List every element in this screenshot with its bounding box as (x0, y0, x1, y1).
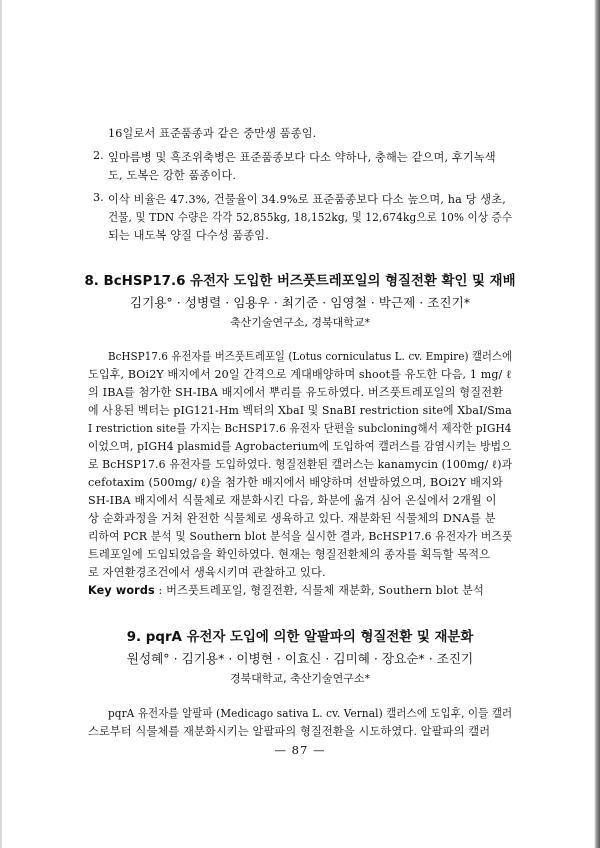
list-item-line: 건물, 및 TDN 수량은 각각 52,855kg, 18,152kg, 및 12,674kg으로 10% 이상 증수 (108, 211, 513, 224)
author-list: 원성혜° · 김기용* · 이병현 · 이효신 · 김미혜 · 장요순* · 조진기 (126, 651, 474, 666)
body-line: 리하여 PCR 분석 및 Southern blot 분석을 실시한 결과, BcHSP17.6 유전자가 버즈풋 (88, 530, 513, 543)
affiliation: 축산기술연구소, 경북대학교* (229, 316, 370, 329)
body-line: SH-IBA 배지에서 식물체로 재분화시킨 다음, 화분에 옮겨 심어 온실에서 2개월 이 (88, 494, 497, 507)
body-line: cefotaxim (500mg/ ℓ)을 첨가한 배지에서 배양하며 선발하였으며, BOi2Y 배지와 (88, 476, 503, 489)
body-line: 도입후, BOi2Y 배지에서 20일 간격으로 계대배양하며 shoot를 유도한 다음, 1 mg/ ℓ (88, 368, 512, 381)
keywords-text: : 버즈풋트레포일, 형질전환, 식물체 재분화, Southern blot 분석 (158, 584, 484, 597)
section-title: 8. BcHSP17.6 유전자 도입한 버즈풋트레포일의 형질전환 확인 및 재배 (84, 274, 516, 289)
section-title: 9. pqrA 유전자 도입에 의한 알팔파의 형질전환 및 재분화 (126, 630, 474, 645)
list-item-line: 도, 도복은 강한 품종이다. (108, 169, 237, 182)
body-line: pqrA 유전자를 알팔파 (Medicago sativa L. cv. Vernal) 캘러스에 도입후, 이들 캘러 (108, 707, 513, 720)
author-list: 김기용° · 성병렬 · 임용우 · 최기준 · 임영철 · 박근제 · 조진기* (129, 295, 471, 310)
body-line: 이었으며, pIGH4 plasmid를 Agrobacterium에 도입하여 캘러스를 감염시키는 방법으 (88, 440, 512, 453)
list-item-line: 잎마름병 및 흑조위축병은 표준품종보다 다소 약하나, 충해는 같으며, 후기녹색 (108, 151, 496, 164)
list-item-line: 이삭 비율은 47.3%, 건물율이 34.9%로 표준품종보다 다소 높으며, ha 당 생초, (108, 193, 506, 206)
body-line: 스로부터 식물체를 재분화시키는 알팔파의 형질전환을 시도하였다. 알팔파의 캘러 (88, 725, 491, 738)
page-number: — 87 — (274, 743, 326, 757)
body-line: BcHSP17.6 유전자를 버즈풋트레포일 (Lotus corniculatus L. cv. Empire) 캘러스에 (108, 350, 513, 363)
body-line: 의 IBA를 첨가한 SH-IBA 배지에서 뿌리를 유도하였다. 버즈풋트레포일의 형질전환 (88, 386, 504, 399)
body-line: 상 순화과정을 거쳐 완전한 식물체로 생육하고 있다. 재분화된 식물체의 DNA를 분 (88, 512, 496, 525)
body-line: Ⅰ restriction site를 가지는 BcHSP17.6 유전자 단편을 subcloning해서 제작한 pIGH4 (88, 422, 512, 435)
continuation-line: 16일로서 표준품종과 같은 중만생 품종임. (108, 127, 317, 140)
keywords-label: Key words (88, 584, 155, 597)
body-line: 로 자연환경조건에서 생육시키며 관찰하고 있다. (88, 566, 326, 579)
list-item-line: 되는 내도복 양질 다수성 품종임. (108, 229, 269, 242)
body-line: 트레포일에 도입되었음을 확인하였다. 현재는 형질전환체의 종자를 획득할 목적으 (88, 548, 491, 561)
affiliation: 경북대학교, 축산기술연구소* (229, 672, 370, 685)
page-edge-right (594, 0, 600, 848)
body-line: 에 사용된 벡터는 pIG121-Hm 벡터의 XbaⅠ 및 SnaBⅠ restriction site에 XbaⅠ/Sma (88, 404, 512, 417)
page-edge-left (0, 0, 2, 848)
list-number: 3. (93, 191, 104, 204)
list-number: 2. (93, 149, 104, 162)
keywords-line (88, 582, 484, 598)
body-line: 로 BcHSP17.6 유전자를 도입하였다. 형질전환된 캘러스는 kanamycin (100mg/ ℓ)과 (88, 458, 513, 471)
